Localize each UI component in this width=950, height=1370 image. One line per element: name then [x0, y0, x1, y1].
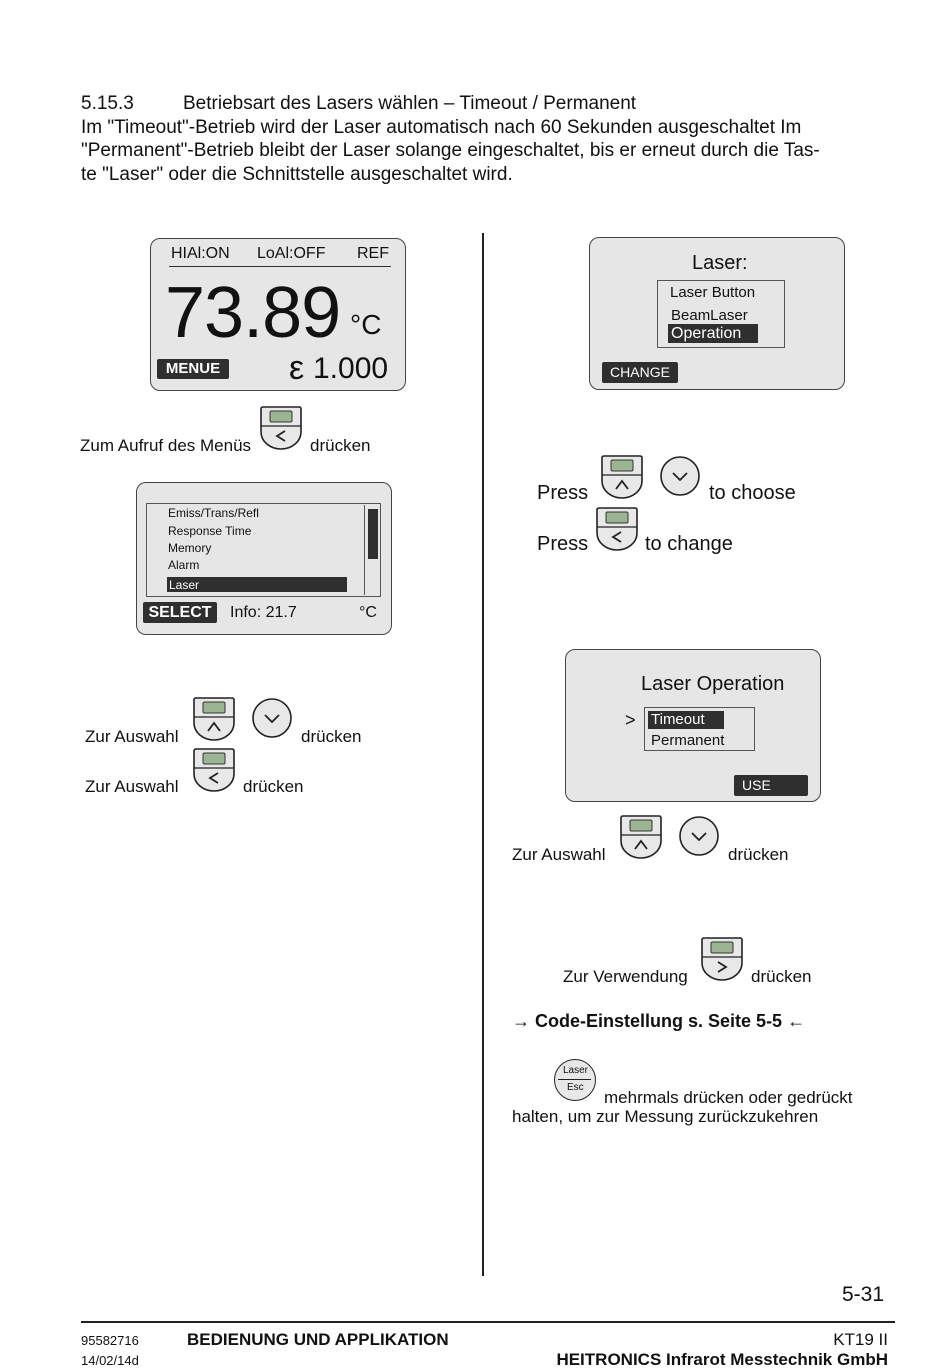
section-number: 5.15.3 — [81, 93, 134, 114]
change-button[interactable]: CHANGE — [602, 362, 678, 383]
temperature-unit: °C — [350, 309, 382, 340]
footer-model: KT19 II — [833, 1330, 888, 1349]
scrollbar-thumb[interactable] — [368, 509, 378, 559]
press-choose-after: to choose — [709, 482, 796, 504]
main-display — [150, 238, 406, 391]
left-confirm-after: drücken — [243, 777, 304, 796]
right-select-after: drücken — [728, 845, 789, 864]
footer-doc-number: 95582716 — [81, 1333, 139, 1348]
operation-cursor: > — [625, 710, 636, 730]
temperature-value: 73.89 — [165, 273, 341, 353]
laser-title: Laser: — [692, 252, 748, 274]
use-label: Zur Verwendung — [563, 967, 688, 986]
enter-left-key-icon[interactable] — [192, 748, 236, 792]
epsilon-icon: ε — [289, 349, 305, 387]
down-key-icon[interactable] — [658, 455, 702, 499]
return-note-line-2: halten, um zur Messung zurückzukehren — [512, 1107, 819, 1126]
menu-call-text: Zum Aufruf des Menüs — [80, 436, 252, 455]
laser-item-operation[interactable]: Operation — [671, 325, 742, 342]
info-value: Info: 21.7 — [230, 604, 297, 621]
footer-company: HEITRONICS Infrarot Messtechnik GmbH — [556, 1350, 888, 1369]
left-confirm-label: Zur Auswahl — [85, 777, 179, 796]
operation-display — [565, 649, 821, 802]
laser-esc-key-icon[interactable] — [554, 1059, 596, 1101]
enter-left-key-icon[interactable] — [259, 406, 303, 450]
arrow-right-icon: → — [512, 1011, 530, 1031]
up-key-icon[interactable] — [600, 455, 644, 499]
press-change-after: to change — [645, 533, 733, 555]
enter-right-key-icon[interactable] — [700, 937, 744, 981]
body-line-3: te "Laser" oder die Schnittstelle ausgeschaltet wird. — [81, 164, 513, 185]
up-key-icon[interactable] — [619, 815, 663, 859]
menu-item-emiss[interactable]: Emiss/Trans/Refl — [168, 506, 259, 520]
footer-rule — [81, 1321, 895, 1323]
scrollbar-track — [364, 505, 365, 595]
operation-title: Laser Operation — [641, 673, 785, 695]
down-key-icon[interactable] — [250, 697, 294, 741]
menu-item-laser[interactable]: Laser — [169, 578, 200, 592]
menu-item-memory[interactable]: Memory — [168, 541, 212, 555]
menu-item-response-time[interactable]: Response Time — [168, 524, 252, 538]
footer-date: 14/02/14d — [81, 1353, 139, 1368]
press-change-label: Press — [537, 533, 589, 555]
operation-item-timeout[interactable]: Timeout — [651, 711, 705, 728]
use-after: drücken — [751, 967, 812, 986]
body-line-2: "Permanent"-Betrieb bleibt der Laser solange eingeschaltet, bis er erneut durch die Tas- — [81, 140, 820, 161]
status-underline — [169, 266, 391, 267]
menue-button[interactable]: MENUE — [157, 359, 229, 379]
info-unit: °C — [359, 604, 377, 621]
ref-status: REF — [357, 245, 389, 262]
laser-item-button[interactable]: Laser Button — [670, 284, 756, 301]
down-key-icon[interactable] — [677, 815, 721, 859]
left-select-after: drücken — [301, 727, 362, 746]
laser-key-divider — [558, 1079, 591, 1080]
esc-key-label: Esc — [567, 1082, 584, 1093]
section-title: Betriebsart des Lasers wählen – Timeout / Permanent — [183, 93, 637, 114]
menu-call-after: drücken — [310, 436, 371, 455]
select-button[interactable]: SELECT — [143, 602, 217, 623]
emissivity-value: 1.000 — [313, 352, 389, 385]
code-note-text[interactable]: Code-Einstellung s. Seite 5-5 — [535, 1011, 783, 1031]
hi-alarm-status: HIAl:ON — [171, 245, 230, 262]
laser-item-beamlaser[interactable]: BeamLaser — [671, 307, 748, 324]
return-note-line-1: mehrmals drücken oder gedrückt — [604, 1088, 853, 1107]
operation-item-permanent[interactable]: Permanent — [651, 732, 725, 749]
footer-section: BEDIENUNG UND APPLIKATION — [187, 1330, 449, 1349]
press-choose-label: Press — [537, 482, 589, 504]
right-select-label: Zur Auswahl — [512, 845, 606, 864]
laser-display — [589, 237, 845, 390]
menu-display — [136, 482, 392, 635]
left-select-label: Zur Auswahl — [85, 727, 179, 746]
column-divider — [482, 233, 484, 1276]
arrow-left-icon: ← — [787, 1011, 806, 1031]
code-note — [512, 1011, 805, 1032]
laser-key-label: Laser — [563, 1065, 589, 1076]
page-number: 5-31 — [842, 1283, 885, 1306]
menu-item-alarm[interactable]: Alarm — [168, 558, 200, 572]
lo-alarm-status: LoAl:OFF — [257, 245, 326, 262]
enter-left-key-icon[interactable] — [595, 507, 639, 551]
body-line-1: Im "Timeout"-Betrieb wird der Laser automatisch nach 60 Sekunden ausgeschaltet Im — [81, 117, 802, 138]
up-key-icon[interactable] — [192, 697, 236, 741]
use-button[interactable]: USE — [734, 775, 808, 796]
